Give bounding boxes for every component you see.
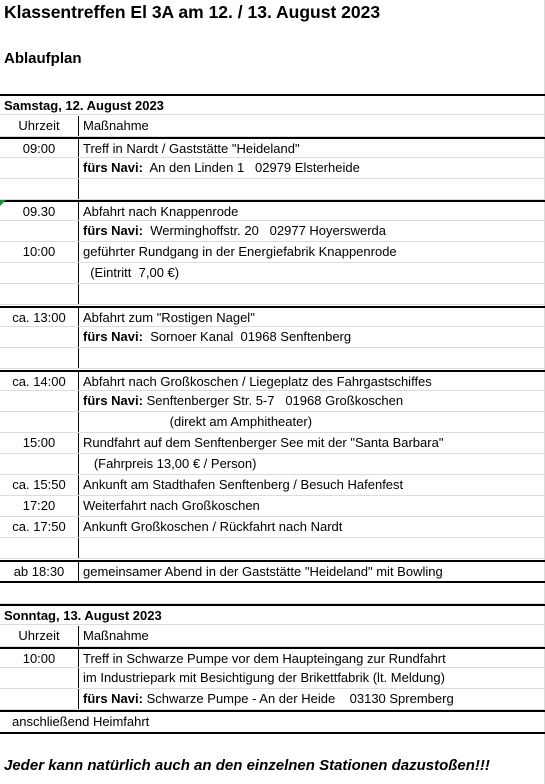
time-cell: [0, 454, 79, 474]
navi-address: Werminghoffstr. 20 02977 Hoyerswerda: [142, 223, 387, 238]
cell-marker-icon: [0, 200, 6, 206]
measure-cell: Abfahrt zum "Rostigen Nagel": [83, 310, 255, 325]
time-cell: [0, 668, 79, 688]
time-cell: ab 18:30: [0, 562, 79, 581]
table-row[interactable]: [0, 284, 545, 305]
measure-cell: [83, 538, 545, 558]
time-cell: 15:00: [0, 433, 79, 453]
table-row[interactable]: [0, 496, 545, 517]
col-time-header: Uhrzeit: [0, 626, 79, 646]
measure-cell: [83, 158, 545, 178]
table-row[interactable]: [0, 583, 545, 604]
navi-address: Senftenberger Str. 5-7 01968 Großkoschen: [142, 393, 404, 408]
table-row[interactable]: [0, 200, 545, 221]
measure-cell: [83, 583, 545, 603]
measure-cell: [83, 179, 545, 199]
measure-cell: Ankunft Großkoschen / Rückfahrt nach Nardt: [83, 519, 343, 534]
measure-cell: Treff in Nardt / Gaststätte "Heideland": [83, 141, 300, 156]
table-row[interactable]: [0, 242, 545, 263]
table-row[interactable]: [0, 370, 545, 391]
time-cell: [0, 327, 79, 347]
measure-cell: Ankunft am Stadthafen Senftenberg / Besuch Hafenfest: [83, 477, 404, 492]
table-row[interactable]: [0, 137, 545, 158]
table-row[interactable]: [0, 412, 545, 433]
time-cell: 17:20: [0, 496, 79, 516]
time-cell: [0, 348, 79, 368]
time-cell: ca. 17:50: [0, 517, 79, 537]
navi-label: fürs Navi:: [83, 223, 143, 238]
navi-label: fürs Navi:: [83, 393, 143, 408]
measure-cell: Treff in Schwarze Pumpe vor dem Haupteingang zur Rundfahrt: [83, 651, 446, 666]
navi-address: Sornoer Kanal 01968 Senftenberg: [142, 329, 352, 344]
measure-cell: gemeinsamer Abend in der Gaststätte "Heideland" mit Bowling: [83, 564, 443, 579]
measure-cell: Rundfahrt auf dem Senftenberger See mit der "Santa Barbara": [83, 435, 444, 450]
measure-cell: [83, 221, 545, 241]
measure-cell: [83, 348, 545, 368]
table-row[interactable]: [0, 158, 545, 179]
col-measure-header: Maßnahme: [83, 118, 149, 133]
measure-cell: geführter Rundgang in der Energiefabrik Knappenrode: [83, 244, 397, 259]
table-row[interactable]: [0, 306, 545, 327]
page-title: Klassentreffen El 3A am 12. / 13. August 2023: [4, 2, 381, 22]
table-row[interactable]: [0, 179, 545, 200]
time-cell: ca. 15:50: [0, 475, 79, 495]
time-cell: [0, 263, 79, 283]
navi-address: An den Linden 1 02979 Elsterheide: [142, 160, 360, 175]
day2-header-row[interactable]: [0, 626, 545, 647]
footer-note: Jeder kann natürlich auch an den einzelnen Stationen dazustoßen!!!: [4, 757, 490, 774]
measure-cell: (Fahrpreis 13,00 € / Person): [83, 456, 257, 471]
day1-heading-row[interactable]: [0, 94, 545, 115]
measure-cell: Abfahrt nach Großkoschen / Liegeplatz des Fahrgastschiffes: [83, 374, 432, 389]
measure-cell: [83, 689, 545, 709]
measure-cell: [83, 391, 545, 411]
time-cell: [0, 158, 79, 178]
table-row[interactable]: [0, 221, 545, 242]
closing-row[interactable]: [0, 710, 545, 734]
table-row[interactable]: [0, 647, 545, 668]
time-cell: [0, 538, 79, 558]
table-row[interactable]: [0, 454, 545, 475]
measure-cell: Weiterfahrt nach Großkoschen: [83, 498, 260, 513]
time-cell: [0, 689, 79, 709]
plan-subtitle: Ablaufplan: [4, 50, 82, 67]
col-time-header: Uhrzeit: [0, 116, 79, 136]
table-row[interactable]: [0, 475, 545, 496]
navi-label: fürs Navi:: [83, 691, 143, 706]
measure-cell: im Industriepark mit Besichtigung der Brikettfabrik (lt. Meldung): [83, 670, 445, 685]
time-cell: [0, 284, 79, 304]
table-row[interactable]: [0, 560, 545, 583]
time-cell: [0, 179, 79, 199]
time-cell: ca. 14:00: [0, 372, 79, 390]
day2-heading-row[interactable]: [0, 604, 545, 625]
day1-heading: Samstag, 12. August 2023: [4, 98, 164, 113]
table-row[interactable]: [0, 538, 545, 559]
day2-heading: Sonntag, 13. August 2023: [4, 608, 162, 623]
time-cell: [0, 221, 79, 241]
closing-text: anschließend Heimfahrt: [12, 714, 150, 729]
time-cell: 10:00: [0, 242, 79, 262]
table-row[interactable]: [0, 348, 545, 369]
measure-cell: [83, 327, 545, 347]
table-row[interactable]: [0, 433, 545, 454]
time-cell: [0, 412, 79, 432]
measure-cell: [83, 284, 545, 304]
table-row[interactable]: [0, 327, 545, 348]
time-cell: [0, 391, 79, 411]
col-measure-header: Maßnahme: [83, 628, 149, 643]
navi-label: fürs Navi:: [83, 329, 143, 344]
table-row[interactable]: [0, 689, 545, 710]
table-row[interactable]: [0, 263, 545, 284]
time-cell: ca. 13:00: [0, 308, 79, 326]
time-cell: 10:00: [0, 649, 79, 667]
time-cell: 09:00: [0, 139, 79, 157]
time-cell: 09.30: [0, 202, 79, 220]
navi-address: Schwarze Pumpe - An der Heide 03130 Spremberg: [142, 691, 454, 706]
day1-header-row[interactable]: [0, 116, 545, 137]
navi-label: fürs Navi:: [83, 160, 143, 175]
table-row[interactable]: [0, 668, 545, 689]
measure-cell: Abfahrt nach Knappenrode: [83, 204, 239, 219]
table-row[interactable]: [0, 517, 545, 538]
measure-cell: (direkt am Amphitheater): [83, 414, 313, 429]
table-row[interactable]: [0, 391, 545, 412]
measure-cell: (Eintritt 7,00 €): [83, 265, 180, 280]
